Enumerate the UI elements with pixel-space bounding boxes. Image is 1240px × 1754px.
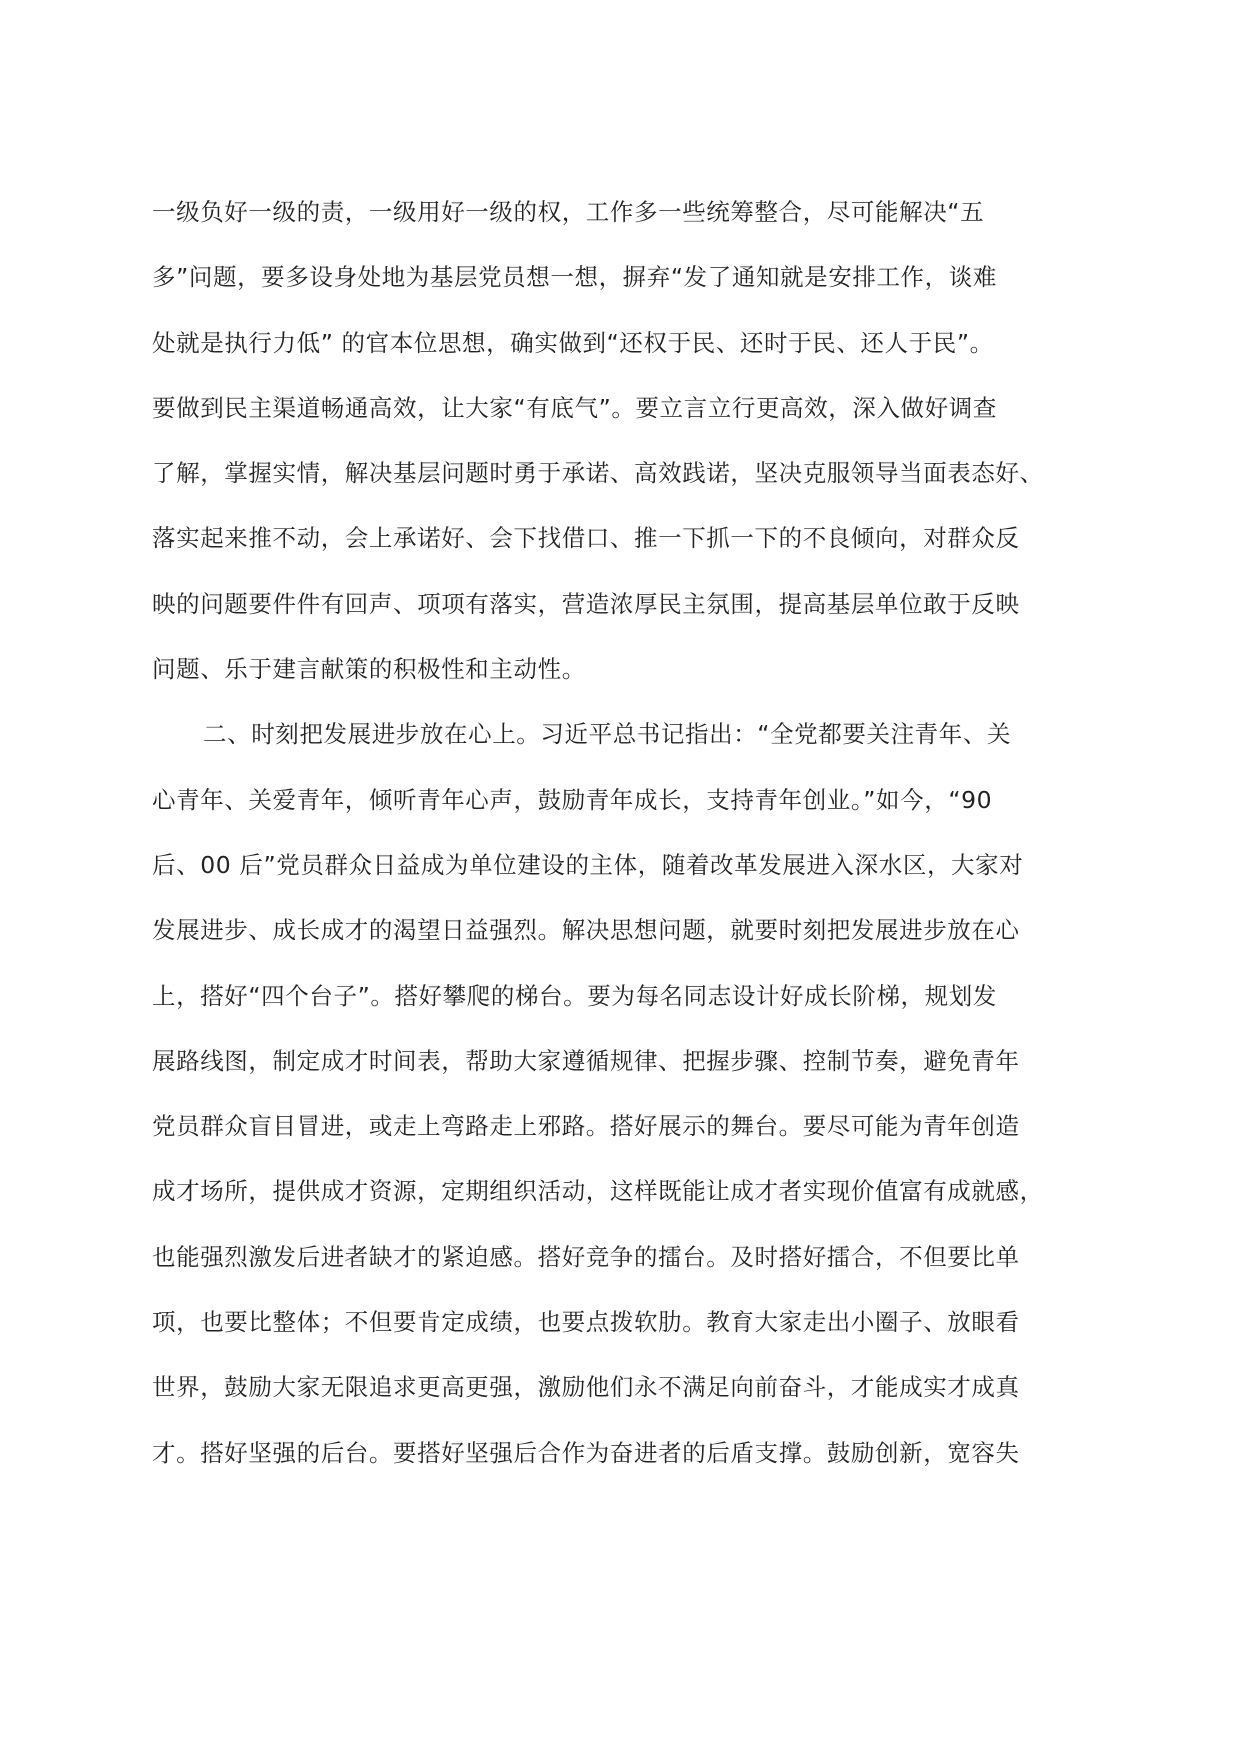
text-line: 世界，鼓励大家无限追求更高更强，激励他们永不满足向前奋斗，才能成实才成真 — [152, 1373, 1020, 1402]
body-text — [152, 190, 1082, 1496]
text-line: 后、00 后”党员群众日益成为单位建设的主体，随着改革发展进入深水区，大家对 — [152, 850, 1024, 879]
text-line: 多”问题，要多设身处地为基层党员想一想，摒弃“发了通知就是安排工作，谈难 — [152, 263, 997, 292]
section-heading-line: 二、时刻把发展进步放在心上。习近平总书记指出：“全党都要关注青年、关 — [203, 720, 1012, 749]
text-line: 一级负好一级的责，一级用好一级的权，工作多一些统筹整合，尽可能解决“五 — [152, 198, 985, 226]
text-line: 发展进步、成长成才的渴望日益强烈。解决思想问题，就要时刻把发展进步放在心 — [152, 916, 1020, 945]
text-line: 上，搭好“四个台子”。搭好攀爬的梯台。要为每名同志设计好成长阶梯，规划发 — [152, 981, 997, 1010]
text-line: 处就是执行力低” 的官本位思想，确实做到“还权于民、还时于民、还人于民”。 — [152, 328, 994, 357]
text-line: 展路线图，制定成才时间表，帮助大家遵循规律、把握步骤、控制节奏，避免青年 — [152, 1046, 1020, 1075]
text-line: 成才场所，提供成才资源，定期组织活动，这样既能让成才者实现价值富有成就感， — [152, 1177, 1044, 1206]
text-line: 项，也要比整体；不但要肯定成绩，也要点拨软肋。教育大家走出小圈子、放眼看 — [152, 1308, 1020, 1337]
text-line: 才。搭好坚强的后台。要搭好坚强后合作为奋进者的后盾支撑。鼓励创新，宽容失 — [152, 1438, 1020, 1467]
text-line: 心青年、关爱青年，倾听青年心声，鼓励青年成长，支持青年创业。”如今，“90 — [152, 785, 993, 814]
text-line: 问题、乐于建言献策的积极性和主动性。 — [152, 655, 586, 684]
text-line: 了解，掌握实情，解决基层问题时勇于承诺、高效践诺，坚决克服领导当面表态好、 — [152, 459, 1044, 488]
text-line: 党员群众盲目冒进，或走上弯路走上邪路。搭好展示的舞台。要尽可能为青年创造 — [152, 1112, 1020, 1141]
text-line: 要做到民主渠道畅通高效，让大家“有底气”。要立言立行更高效，深入做好调查 — [152, 393, 997, 422]
text-line: 落实起来推不动，会上承诺好、会下找借口、推一下抓一下的不良倾向，对群众反 — [152, 524, 1020, 553]
text-line: 也能强烈激发后进者缺才的紧迫感。搭好竞争的擂台。及时搭好擂合，不但要比单 — [152, 1242, 1020, 1271]
text-line: 映的问题要件件有回声、项项有落实，营造浓厚民主氛围，提高基层单位敢于反映 — [152, 589, 1020, 618]
